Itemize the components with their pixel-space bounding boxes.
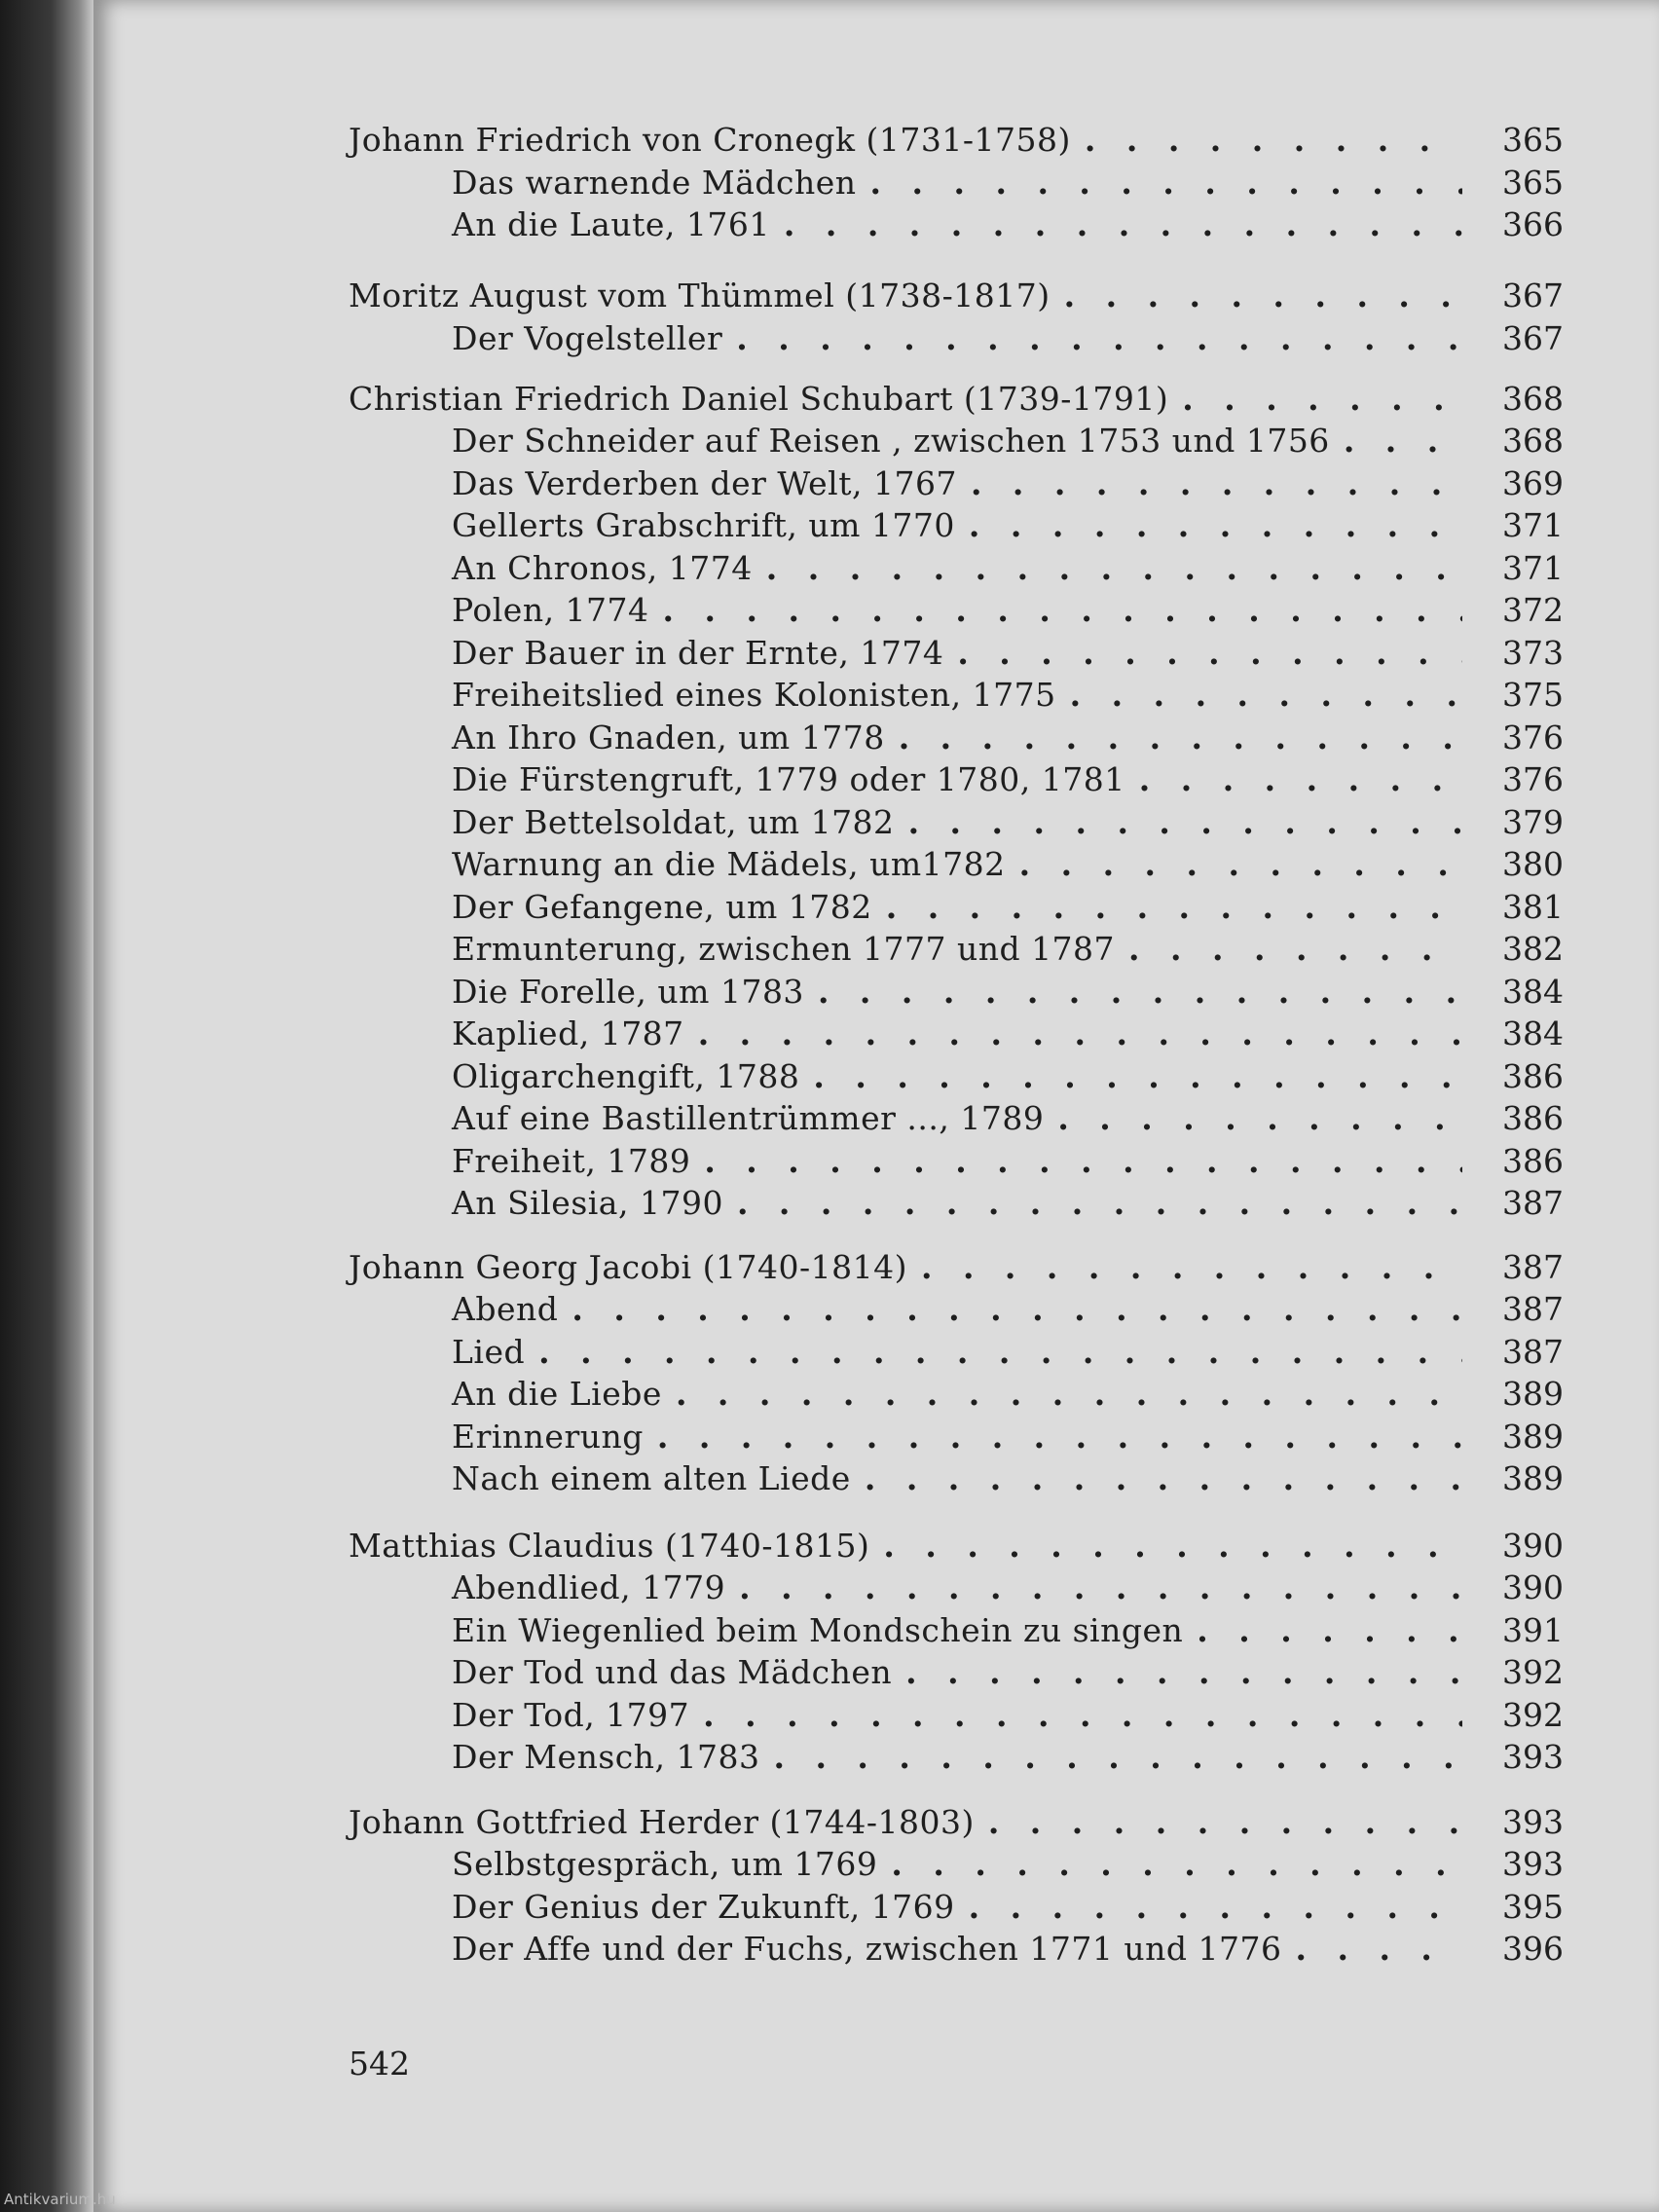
toc-poem-entry xyxy=(452,676,1476,715)
entry-title: Lied xyxy=(452,1333,526,1371)
dot-leader xyxy=(908,803,1462,842)
entry-title: Johann Gottfried Herder (1744-1803) xyxy=(349,1803,975,1841)
dot-leader xyxy=(971,464,1462,503)
entry-page-number: 369 xyxy=(1502,464,1564,502)
entry-title: An Ihro Gnaden, um 1778 xyxy=(452,719,885,756)
toc-poem-entry xyxy=(452,1696,1476,1735)
dot-leader xyxy=(1128,930,1462,969)
toc-poem-entry xyxy=(452,1738,1476,1777)
dot-leader xyxy=(704,1142,1462,1181)
entry-page-number: 392 xyxy=(1502,1696,1564,1734)
toc-poem-entry xyxy=(452,1290,1476,1329)
entry-title: Der Tod, 1797 xyxy=(452,1696,690,1734)
entry-title: Der Genius der Zukunft, 1769 xyxy=(452,1888,955,1926)
dot-leader xyxy=(899,719,1462,757)
toc-poem-entry xyxy=(452,1375,1476,1414)
entry-page-number: 379 xyxy=(1502,803,1564,841)
watermark: Antikvarium.hu xyxy=(4,2191,116,2208)
toc-poem-entry xyxy=(452,464,1476,503)
entry-title: Matthias Claudius (1740-1815) xyxy=(349,1527,870,1565)
entry-title: Nach einem alten Liede xyxy=(452,1459,851,1497)
toc-poem-entry xyxy=(452,1099,1476,1138)
entry-title: An Silesia, 1790 xyxy=(452,1184,723,1222)
book-binding-shadow xyxy=(0,0,93,2212)
toc-author-entry xyxy=(349,1803,1476,1842)
entry-title: Freiheit, 1789 xyxy=(452,1142,691,1180)
entry-page-number: 387 xyxy=(1502,1333,1564,1371)
toc-poem-entry xyxy=(452,888,1476,927)
toc-poem-entry xyxy=(452,1845,1476,1884)
entry-page-number: 384 xyxy=(1502,973,1564,1011)
entry-title: Auf eine Bastillentrümmer ..., 1789 xyxy=(452,1099,1045,1137)
dot-leader xyxy=(870,164,1462,203)
entry-page-number: 365 xyxy=(1502,121,1564,159)
entry-page-number: 381 xyxy=(1502,888,1564,926)
entry-page-number: 387 xyxy=(1502,1290,1564,1328)
entry-title: Selbstgespräch, um 1769 xyxy=(452,1845,878,1883)
entry-title: Christian Friedrich Daniel Schubart (1739-1791) xyxy=(349,380,1169,418)
toc-poem-entry xyxy=(452,1611,1476,1650)
toc-poem-entry xyxy=(452,1930,1476,1969)
entry-page-number: 393 xyxy=(1502,1845,1564,1883)
dot-leader xyxy=(663,591,1462,630)
table-of-contents xyxy=(93,0,1659,2142)
toc-poem-entry xyxy=(452,634,1476,673)
dot-leader xyxy=(883,1527,1462,1566)
toc-poem-entry xyxy=(452,1333,1476,1372)
entry-title: Oligarchengift, 1788 xyxy=(452,1057,800,1095)
dot-leader xyxy=(1296,1930,1463,1969)
entry-page-number: 365 xyxy=(1502,164,1564,202)
toc-poem-entry xyxy=(452,549,1476,588)
entry-page-number: 384 xyxy=(1502,1014,1564,1052)
toc-author-entry xyxy=(349,1248,1476,1287)
book-page xyxy=(93,0,1659,2212)
dot-leader xyxy=(813,1057,1462,1096)
dot-leader xyxy=(538,1333,1462,1372)
entry-title: Ein Wiegenlied beim Mondschein zu singen xyxy=(452,1611,1184,1649)
entry-title: Abendlied, 1779 xyxy=(452,1568,726,1606)
toc-poem-entry xyxy=(452,164,1476,203)
toc-poem-entry xyxy=(452,506,1476,545)
dot-leader xyxy=(736,319,1462,358)
dot-leader xyxy=(1182,380,1462,419)
toc-author-entry xyxy=(349,276,1476,315)
dot-leader xyxy=(969,506,1462,545)
entry-title: Der Bettelsoldat, um 1782 xyxy=(452,803,895,841)
entry-title: An die Laute, 1761 xyxy=(452,205,770,243)
entry-page-number: 371 xyxy=(1502,506,1564,544)
toc-poem-entry xyxy=(452,760,1476,799)
toc-poem-entry xyxy=(452,1184,1476,1223)
toc-poem-entry xyxy=(452,1142,1476,1181)
dot-leader xyxy=(818,973,1462,1012)
entry-page-number: 367 xyxy=(1502,319,1564,357)
entry-page-number: 391 xyxy=(1502,1611,1564,1649)
dot-leader xyxy=(737,1184,1462,1223)
entry-page-number: 390 xyxy=(1502,1527,1564,1565)
entry-page-number: 389 xyxy=(1502,1459,1564,1497)
entry-title: Der Vogelsteller xyxy=(452,319,723,357)
toc-poem-entry xyxy=(452,1459,1476,1498)
entry-title: An Chronos, 1774 xyxy=(452,549,753,587)
entry-title: Freiheitslied eines Kolonisten, 1775 xyxy=(452,676,1056,714)
toc-poem-entry xyxy=(452,591,1476,630)
entry-title: Der Mensch, 1783 xyxy=(452,1738,760,1776)
dot-leader xyxy=(676,1375,1462,1414)
entry-page-number: 390 xyxy=(1502,1568,1564,1606)
entry-title: Erinnerung xyxy=(452,1418,644,1456)
entry-page-number: 387 xyxy=(1502,1248,1564,1286)
entry-title: Der Gefangene, um 1782 xyxy=(452,888,872,926)
entry-page-number: 367 xyxy=(1502,276,1564,314)
entry-title: Der Bauer in der Ernte, 1774 xyxy=(452,634,944,672)
entry-title: Das warnende Mädchen xyxy=(452,164,857,202)
toc-poem-entry xyxy=(452,1057,1476,1096)
entry-title: Das Verderben der Welt, 1767 xyxy=(452,464,957,502)
dot-leader xyxy=(1070,676,1462,715)
entry-page-number: 389 xyxy=(1502,1418,1564,1456)
toc-poem-entry xyxy=(452,319,1476,358)
dot-leader xyxy=(1064,276,1462,315)
dot-leader xyxy=(1139,760,1462,799)
entry-page-number: 376 xyxy=(1502,719,1564,756)
entry-title: Johann Georg Jacobi (1740-1814) xyxy=(349,1248,907,1286)
toc-poem-entry xyxy=(452,719,1476,757)
dot-leader xyxy=(988,1803,1462,1842)
toc-author-entry xyxy=(349,380,1476,419)
dot-leader xyxy=(1019,845,1462,884)
dot-leader xyxy=(905,1653,1462,1692)
toc-poem-entry xyxy=(452,205,1476,244)
dot-leader xyxy=(921,1248,1462,1287)
toc-poem-entry xyxy=(452,845,1476,884)
dot-leader xyxy=(1085,121,1462,160)
dot-leader xyxy=(571,1290,1462,1329)
toc-poem-entry xyxy=(452,1014,1476,1053)
entry-title: Der Schneider auf Reisen , zwischen 1753 und 1756 xyxy=(452,422,1330,460)
entry-page-number: 375 xyxy=(1502,676,1564,714)
entry-title: Moritz August vom Thümmel (1738-1817) xyxy=(349,276,1051,314)
dot-leader xyxy=(886,888,1462,927)
toc-author-entry xyxy=(349,1527,1476,1566)
dot-leader xyxy=(784,205,1462,244)
page-number: 542 xyxy=(349,2045,410,2083)
entry-page-number: 392 xyxy=(1502,1653,1564,1691)
toc-poem-entry xyxy=(452,930,1476,969)
entry-page-number: 393 xyxy=(1502,1738,1564,1776)
dot-leader xyxy=(703,1696,1462,1735)
entry-page-number: 380 xyxy=(1502,845,1564,883)
entry-page-number: 366 xyxy=(1502,205,1564,243)
entry-page-number: 386 xyxy=(1502,1057,1564,1095)
entry-title: Ermunterung, zwischen 1777 und 1787 xyxy=(452,930,1116,968)
entry-title: Die Forelle, um 1783 xyxy=(452,973,804,1011)
entry-page-number: 389 xyxy=(1502,1375,1564,1413)
dot-leader xyxy=(739,1568,1462,1607)
entry-page-number: 382 xyxy=(1502,930,1564,968)
entry-page-number: 395 xyxy=(1502,1888,1564,1926)
entry-title: Der Affe und der Fuchs, zwischen 1771 und 1776 xyxy=(452,1930,1282,1968)
entry-page-number: 386 xyxy=(1502,1142,1564,1180)
dot-leader xyxy=(969,1888,1462,1927)
entry-title: Der Tod und das Mädchen xyxy=(452,1653,893,1691)
toc-poem-entry xyxy=(452,1888,1476,1927)
entry-page-number: 368 xyxy=(1502,380,1564,418)
dot-leader xyxy=(773,1738,1462,1777)
entry-title: Gellerts Grabschrift, um 1770 xyxy=(452,506,955,544)
entry-title: Abend xyxy=(452,1290,559,1328)
entry-page-number: 393 xyxy=(1502,1803,1564,1841)
dot-leader xyxy=(891,1845,1462,1884)
entry-title: Kaplied, 1787 xyxy=(452,1014,684,1052)
dot-leader xyxy=(1197,1611,1462,1650)
entry-page-number: 373 xyxy=(1502,634,1564,672)
dot-leader xyxy=(766,549,1462,588)
entry-title: Warnung an die Mädels, um1782 xyxy=(452,845,1006,883)
entry-page-number: 371 xyxy=(1502,549,1564,587)
entry-title: Die Fürstengruft, 1779 oder 1780, 1781 xyxy=(452,760,1125,798)
toc-poem-entry xyxy=(452,1568,1476,1607)
entry-page-number: 376 xyxy=(1502,760,1564,798)
dot-leader xyxy=(1057,1099,1462,1138)
toc-poem-entry xyxy=(452,1418,1476,1456)
entry-page-number: 372 xyxy=(1502,591,1564,629)
entry-title: Johann Friedrich von Cronegk (1731-1758) xyxy=(349,121,1071,159)
toc-poem-entry xyxy=(452,803,1476,842)
entry-page-number: 368 xyxy=(1502,422,1564,460)
dot-leader xyxy=(657,1418,1462,1456)
dot-leader xyxy=(865,1459,1462,1498)
entry-page-number: 387 xyxy=(1502,1184,1564,1222)
toc-author-entry xyxy=(349,121,1476,160)
toc-poem-entry xyxy=(452,1653,1476,1692)
dot-leader xyxy=(957,634,1462,673)
dot-leader xyxy=(1344,422,1462,461)
dot-leader xyxy=(698,1014,1462,1053)
toc-poem-entry xyxy=(452,422,1476,461)
toc-poem-entry xyxy=(452,973,1476,1012)
entry-title: Polen, 1774 xyxy=(452,591,649,629)
entry-page-number: 386 xyxy=(1502,1099,1564,1137)
entry-title: An die Liebe xyxy=(452,1375,662,1413)
entry-page-number: 396 xyxy=(1502,1930,1564,1968)
